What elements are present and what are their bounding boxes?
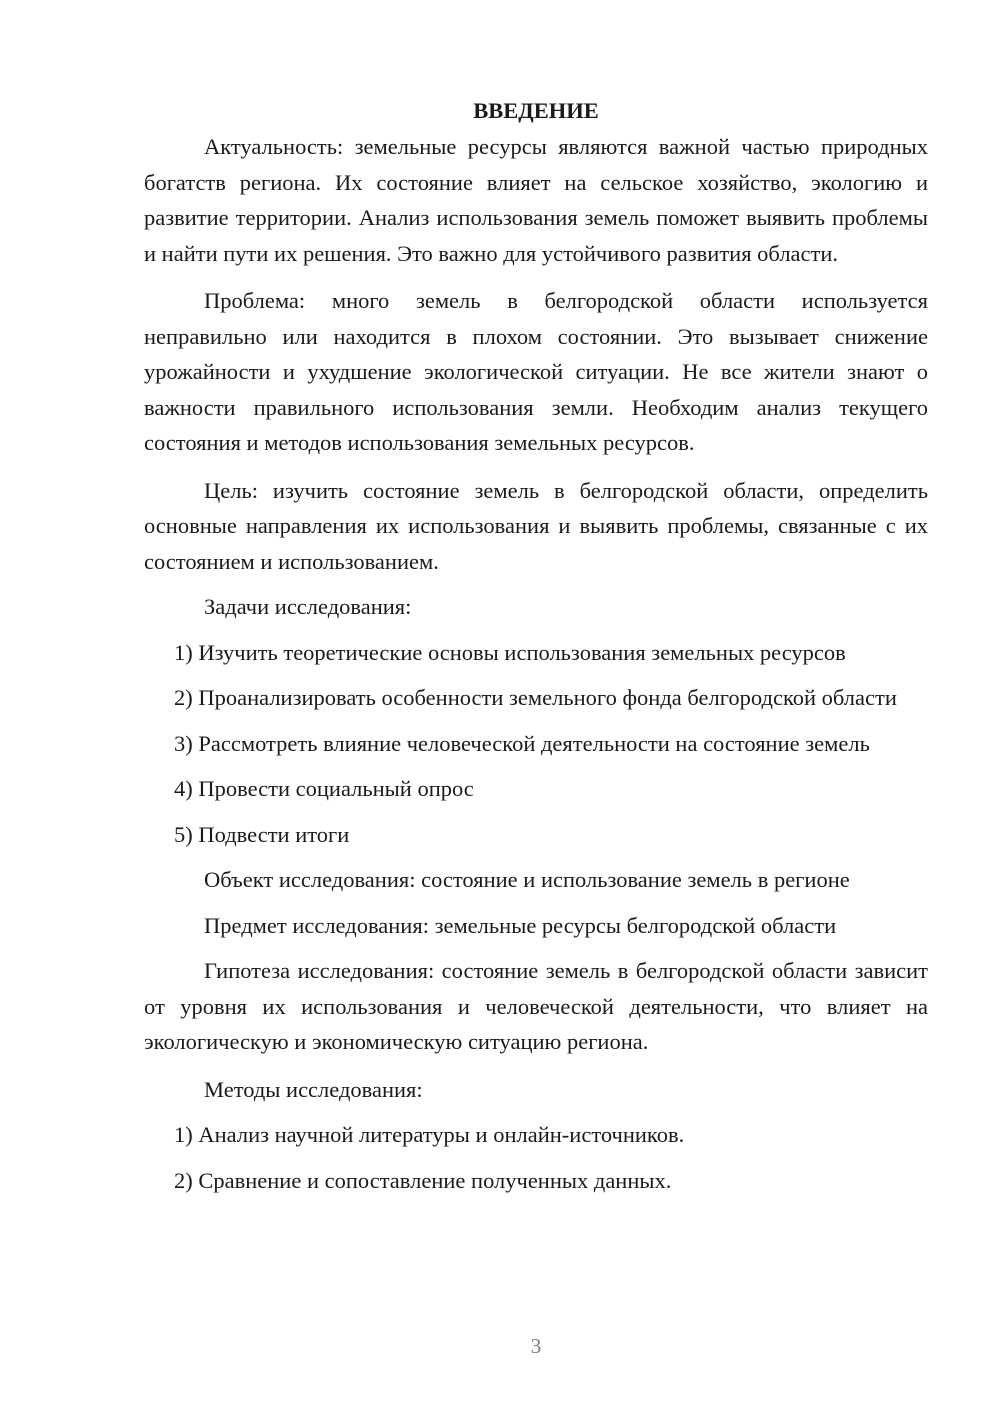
task-item-5: 5) Подвести итоги	[174, 821, 350, 847]
task-item-3: 3) Рассмотреть влияние человеческой деятельности на состояние земель	[174, 730, 870, 756]
page-number: 3	[530, 1334, 542, 1358]
task-item-4: 4) Провести социальный опрос	[174, 776, 474, 801]
method-item-1: 1) Анализ научной литературы и онлайн-источников.	[174, 1122, 685, 1147]
method-item-2: 2) Сравнение и сопоставление полученных данных.	[174, 1167, 672, 1193]
methods-heading: Методы исследования:	[204, 1076, 423, 1102]
problem-paragraph: Проблема: много земель в белгородской области используется неправильно или находится в плохом состоянии. Это вызывает снижение урожайности и ухудшение экологической ситуации. Не все жители знают о важности правильного использования земли. Необходим анализ текущего состояния и методов использования земельных ресурсов.	[144, 288, 928, 455]
page-title: ВВЕДЕНИЕ	[473, 98, 599, 123]
goal-paragraph: Цель: изучить состояние земель в белгородской области, определить основные направления их использования и выявить проблемы, связанные с их состоянием и использованием.	[144, 477, 928, 574]
object-paragraph: Объект исследования: состояние и использование земель в регионе	[204, 867, 850, 892]
page-content	[144, 93, 928, 1198]
task-item-2: 2) Проанализировать особенности земельного фонда белгородской области	[174, 685, 897, 710]
hypothesis-paragraph: Гипотеза исследования: состояние земель в белгородской области зависит от уровня их использования и человеческой деятельности, что влияет на экологическую и экономическую ситуацию региона.	[144, 958, 928, 1054]
relevance-paragraph: Актуальность: земельные ресурсы являются важной частью природных богатств региона. Их состояние влияет на сельское хозяйство, экологию и развитие территории. Анализ использования земель поможет выявить проблемы и найти пути их решения. Это важно для устойчивого развития области.	[144, 134, 928, 266]
task-item-1: 1) Изучить теоретические основы использования земельных ресурсов	[174, 639, 846, 665]
subject-paragraph: Предмет исследования: земельные ресурсы белгородской области	[204, 912, 837, 938]
tasks-heading: Задачи исследования:	[204, 594, 412, 619]
